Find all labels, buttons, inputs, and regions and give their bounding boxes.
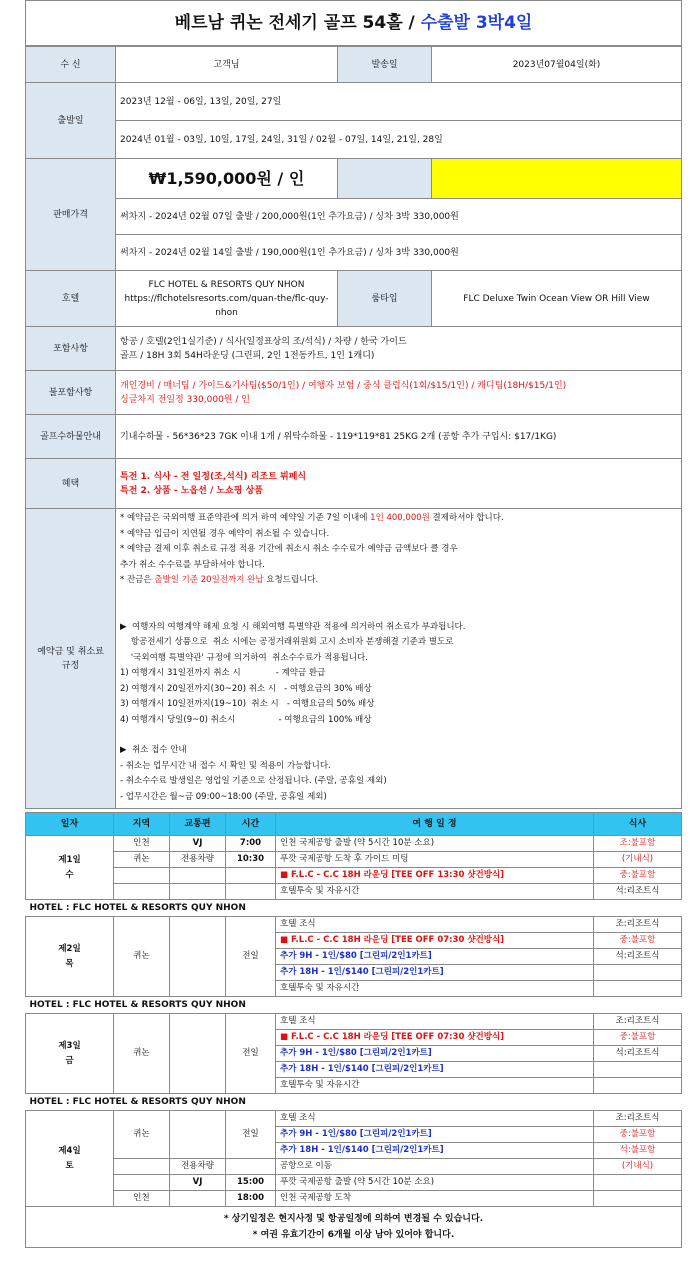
footer-note-1: * 상기일정은 현지사정 및 항공일정에 의하여 변경될 수 있습니다. xyxy=(223,1214,484,1224)
day2-label: 제2일 xyxy=(58,943,81,954)
excluded-line-1: 개인경비 / 매너팁 / 가이드&기사팁($50/1인) / 여행자 보험 / 중식 클럽식(1회/$15/1인) / 캐디팁(18H/$15/1인) xyxy=(120,380,567,391)
included-line-2: 골프 / 18H 3회 54H라운딩 (그린피, 2인 1전동카트, 1인 1캐디) xyxy=(120,350,375,361)
day3-cell xyxy=(26,1014,114,1094)
day4-weekday: 토 xyxy=(65,1160,74,1171)
price-label: 판매가격 xyxy=(26,159,116,271)
day4-region-2: 인천 xyxy=(114,1191,170,1207)
policy-label-1: 예약금 및 취소료 xyxy=(37,646,104,657)
cancel-note-2: - 취소수수료 발생일은 영업일 기준으로 산정됩니다. (주말, 공휴일 제외) xyxy=(120,776,387,786)
benefit-value xyxy=(116,459,682,509)
itinerary-document xyxy=(25,0,682,1248)
day1-plan-2: 푸깟 국제공항 도착 후 가이드 미팅 xyxy=(276,852,594,868)
day3-plan-2: ■ F.L.C - C.C 18H 라운딩 [TEE OFF 07:30 샷건방식] xyxy=(276,1030,594,1046)
day1-transport-2: 전용차량 xyxy=(170,852,226,868)
surcharge-1: 써차지 - 2024년 02월 07일 출발 / 200,000원(1인 추가요금) / 싱차 3박 330,000원 xyxy=(116,199,682,235)
included-line-1: 항공 / 호텔(2인1실기준) / 식사(일정표상의 조/석식) / 차량 / 한국 가이드 xyxy=(120,336,407,347)
day2-region: 퀴논 xyxy=(114,917,170,997)
benefit-line-1: 특전 1. 식사 - 전 일정(조,석식) 리조트 뷔페식 xyxy=(120,471,307,482)
day2-plan-3: 추가 9H - 1인/$80 [그린피/2인1카트] xyxy=(276,949,594,965)
cancel-note-3: - 업무시간은 월~금 09:00~18:00 (주말, 공휴일 제외) xyxy=(120,791,327,802)
hotel-name: FLC HOTEL & RESORTS QUY NHON xyxy=(148,279,305,290)
benefit-line-2: 특전 2. 상품 - 노옵션 / 노쇼핑 상품 xyxy=(120,485,263,496)
hotel-label: 호텔 xyxy=(26,271,116,327)
policy-note-1: * 예약금은 국외여행 표준약관에 의거 하여 예약일 기준 7일 이내에 1인 400,000원 결제하셔야 합니다. xyxy=(120,513,504,523)
day3-meal-5 xyxy=(594,1078,682,1094)
day4-time: 전일 xyxy=(226,1111,276,1159)
day1-plan-3: ■ F.L.C - C.C 18H 라운딩 [TEE OFF 13:30 샷건방식] xyxy=(276,868,594,884)
day4-meal-2: 중:불포함 xyxy=(594,1127,682,1143)
day4-meal-5 xyxy=(594,1175,682,1191)
col-time: 시간 xyxy=(226,813,276,836)
policy-note-4: 추가 취소 수수료를 부담하셔야 합니다. xyxy=(120,559,265,570)
day4-plan-2: 추가 9H - 1인/$80 [그린피/2인1카트] xyxy=(276,1127,594,1143)
col-transport: 교통편 xyxy=(170,813,226,836)
policy-note-3: * 예약금 결제 이후 취소료 규정 적용 기간에 취소시 취소 수수료가 예약금 금액보다 클 경우 xyxy=(120,544,458,554)
hotel-note-2: HOTEL : FLC HOTEL & RESORTS QUY NHON xyxy=(26,997,682,1014)
day1-time-2: 10:30 xyxy=(226,852,276,868)
day2-meal-4 xyxy=(594,965,682,981)
day1-label: 제1일 xyxy=(58,854,81,865)
day1-row-4 xyxy=(26,884,682,900)
day1-meal-2: (기내식) xyxy=(594,852,682,868)
day3-region: 퀴논 xyxy=(114,1014,170,1094)
included-label: 포함사항 xyxy=(26,327,116,371)
day1-cell xyxy=(26,836,114,900)
day1-plan-4: 호텔투숙 및 자유시간 xyxy=(276,884,594,900)
day4-time-3: 18:00 xyxy=(226,1191,276,1207)
day4-plan-4: 공항으로 이동 xyxy=(276,1159,594,1175)
day1-row-3 xyxy=(26,868,682,884)
day3-meal-1: 조:리조트식 xyxy=(594,1014,682,1030)
day4-row-6 xyxy=(26,1191,682,1207)
title-table xyxy=(25,0,682,46)
day4-label: 제4일 xyxy=(58,1145,81,1156)
day2-plan-4: 추가 18H - 1인/$140 [그린피/2인1카트] xyxy=(276,965,594,981)
day2-meal-1: 조:리조트식 xyxy=(594,917,682,933)
col-region: 지역 xyxy=(114,813,170,836)
day1-meal-4: 석:리조트식 xyxy=(594,884,682,900)
policy-para-2: 항공전세기 상품으로 취소 시에는 공정거래위원회 고시 소비자 분쟁해결 기준과 별도로 xyxy=(120,637,454,647)
included-value xyxy=(116,327,682,371)
policy-para-1: ▶ 여행자의 여행계약 해제 요청 시 해외여행 특별약관 적용에 의거하여 취소료가 부과됩니다. xyxy=(120,621,466,632)
title-main: 베트남 퀴논 전세기 골프 54홀 / xyxy=(174,13,421,33)
room-type-label: 룸타입 xyxy=(338,271,432,327)
day4-time-2: 15:00 xyxy=(226,1175,276,1191)
title-accent: 수출발 3박4일 xyxy=(420,13,533,33)
day4-transport: 전용차량 xyxy=(170,1159,226,1175)
price-amount: ₩1,590,000원 / 인 xyxy=(116,159,338,199)
policy-label-2: 규정 xyxy=(61,660,80,671)
page-title xyxy=(26,1,682,46)
day3-plan-1: 호텔 조식 xyxy=(276,1014,594,1030)
day1-region-1: 인천 xyxy=(114,836,170,852)
benefit-label: 혜택 xyxy=(26,459,116,509)
baggage-label: 골프수하물안내 xyxy=(26,415,116,459)
day3-meal-2: 중:불포함 xyxy=(594,1030,682,1046)
footer-notes xyxy=(26,1207,682,1248)
day1-row-1 xyxy=(26,836,682,852)
cancel-note-1: - 취소는 업무시간 내 접수 시 확인 및 적용이 가능합니다. xyxy=(120,760,331,771)
day2-plan-1: 호텔 조식 xyxy=(276,917,594,933)
day2-meal-5 xyxy=(594,981,682,997)
day1-time-1: 7:00 xyxy=(226,836,276,852)
day4-plan-3: 추가 18H - 1인/$140 [그린피/2인1카트] xyxy=(276,1143,594,1159)
hotel-url: https://flchotelsresorts.com/quan-the/flc-quy-nhon xyxy=(124,293,329,318)
policy-note-2: * 예약금 입금이 지연될 경우 예약이 취소될 수 있습니다. xyxy=(120,528,330,539)
policy-text xyxy=(116,509,682,809)
recipient-label: 수 신 xyxy=(26,47,116,83)
policy-rule-4: 4) 여행개시 당일(9~0) 취소시 - 여행요금의 100% 배상 xyxy=(120,714,372,725)
day4-plan-1: 호텔 조식 xyxy=(276,1111,594,1127)
schedule-header-row xyxy=(26,813,682,836)
excluded-label: 불포함사항 xyxy=(26,371,116,415)
day1-plan-1: 인천 국제공항 출발 (약 5시간 10분 소요) xyxy=(276,836,594,852)
footer-row xyxy=(26,1207,682,1248)
departure-line-2: 2024년 01월 - 03일, 10일, 17일, 24일, 31일 / 02월 - 07일, 14일, 21일, 28일 xyxy=(116,121,682,159)
day2-weekday: 목 xyxy=(65,958,74,969)
day4-row-1 xyxy=(26,1111,682,1127)
day4-meal-6 xyxy=(594,1191,682,1207)
day4-meal-3: 석:불포함 xyxy=(594,1143,682,1159)
day3-plan-3: 추가 9H - 1인/$80 [그린피/2인1카트] xyxy=(276,1046,594,1062)
cancel-heading: ▶ 취소 접수 안내 xyxy=(120,745,187,755)
day3-row-1 xyxy=(26,1014,682,1030)
day4-meal-4: (기내식) xyxy=(594,1159,682,1175)
baggage-value: 기내수하물 - 56*36*23 7GK 이내 1개 / 위탁수하물 - 119*119*81 25KG 2개 (공항 추가 구입시: $17/1KG) xyxy=(116,415,682,459)
day4-cell xyxy=(26,1111,114,1207)
day4-region: 퀴논 xyxy=(114,1111,170,1159)
departure-label: 출발일 xyxy=(26,83,116,159)
day1-weekday: 수 xyxy=(65,869,74,880)
day4-row-4 xyxy=(26,1159,682,1175)
day3-meal-4 xyxy=(594,1062,682,1078)
policy-label xyxy=(26,509,116,809)
day4-plan-5: 푸깟 국제공항 출발 (약 5시간 10분 소요) xyxy=(276,1175,594,1191)
policy-rule-1: 1) 여행개시 31일전까지 취소 시 - 계약금 환급 xyxy=(120,668,326,678)
day1-region-2: 퀴논 xyxy=(114,852,170,868)
day2-plan-2: ■ F.L.C - C.C 18H 라운딩 [TEE OFF 07:30 샷건방식] xyxy=(276,933,594,949)
col-meal: 식사 xyxy=(594,813,682,836)
hotel-note-1: HOTEL : FLC HOTEL & RESORTS QUY NHON xyxy=(26,900,682,917)
day3-plan-5: 호텔투숙 및 자유시간 xyxy=(276,1078,594,1094)
schedule-table xyxy=(25,812,682,1248)
hotel-note-3: HOTEL : FLC HOTEL & RESORTS QUY NHON xyxy=(26,1094,682,1111)
sent-date-value: 2023년07월04일(화) xyxy=(432,47,682,83)
day4-flight: VJ xyxy=(170,1175,226,1191)
day4-meal-1: 조:리조트식 xyxy=(594,1111,682,1127)
hotel-info xyxy=(116,271,338,327)
policy-rule-2: 2) 여행개시 20일전까지(30~20) 취소 시 - 여행요금의 30% 배상 xyxy=(120,683,372,694)
day2-time: 전일 xyxy=(226,917,276,997)
day3-weekday: 금 xyxy=(65,1055,74,1066)
recipient-value: 고객님 xyxy=(116,47,338,83)
day3-meal-3: 석:리조트식 xyxy=(594,1046,682,1062)
day1-meal-1: 조:불포함 xyxy=(594,836,682,852)
day2-cell xyxy=(26,917,114,997)
policy-para-3: '국외여행 특별약관' 규정에 의거하여 취소수수료가 적용됩니다. xyxy=(120,652,368,663)
day2-plan-5: 호텔투숙 및 자유시간 xyxy=(276,981,594,997)
footer-note-2: * 여권 유효기간이 6개월 이상 남아 있어야 합니다. xyxy=(252,1230,455,1240)
day1-row-2 xyxy=(26,852,682,868)
excluded-line-2: 싱글차지 전일정 330,000원 / 인 xyxy=(120,394,250,405)
excluded-value xyxy=(116,371,682,415)
day4-plan-6: 인천 국제공항 도착 xyxy=(276,1191,594,1207)
info-table xyxy=(25,46,682,809)
day4-row-5 xyxy=(26,1175,682,1191)
day1-meal-3: 중:불포함 xyxy=(594,868,682,884)
day2-meal-3: 석:리조트식 xyxy=(594,949,682,965)
col-itinerary: 여 행 일 정 xyxy=(276,813,594,836)
day2-row-1 xyxy=(26,917,682,933)
sent-date-label: 발송일 xyxy=(338,47,432,83)
policy-note-5: * 잔금은 출발일 기준 20일전까지 완납 요청드립니다. xyxy=(120,575,319,585)
day1-transport-1: VJ xyxy=(170,836,226,852)
day3-label: 제3일 xyxy=(58,1040,81,1051)
day2-meal-2: 중:불포함 xyxy=(594,933,682,949)
day3-plan-4: 추가 18H - 1인/$140 [그린피/2인1카트] xyxy=(276,1062,594,1078)
policy-rule-3: 3) 여행개시 10일전까지(19~10) 취소 시 - 여행요금의 50% 배상 xyxy=(120,699,375,709)
surcharge-2: 써차지 - 2024년 02월 14일 출발 / 190,000원(1인 추가요금) / 싱차 3박 330,000원 xyxy=(116,235,682,271)
col-date: 일자 xyxy=(26,813,114,836)
room-type-value: FLC Deluxe Twin Ocean View OR Hill View xyxy=(432,271,682,327)
day3-time: 전일 xyxy=(226,1014,276,1094)
price-empty-cell xyxy=(338,159,432,199)
price-highlight-cell xyxy=(432,159,682,199)
departure-line-1: 2023년 12월 - 06일, 13일, 20일, 27일 xyxy=(116,83,682,121)
